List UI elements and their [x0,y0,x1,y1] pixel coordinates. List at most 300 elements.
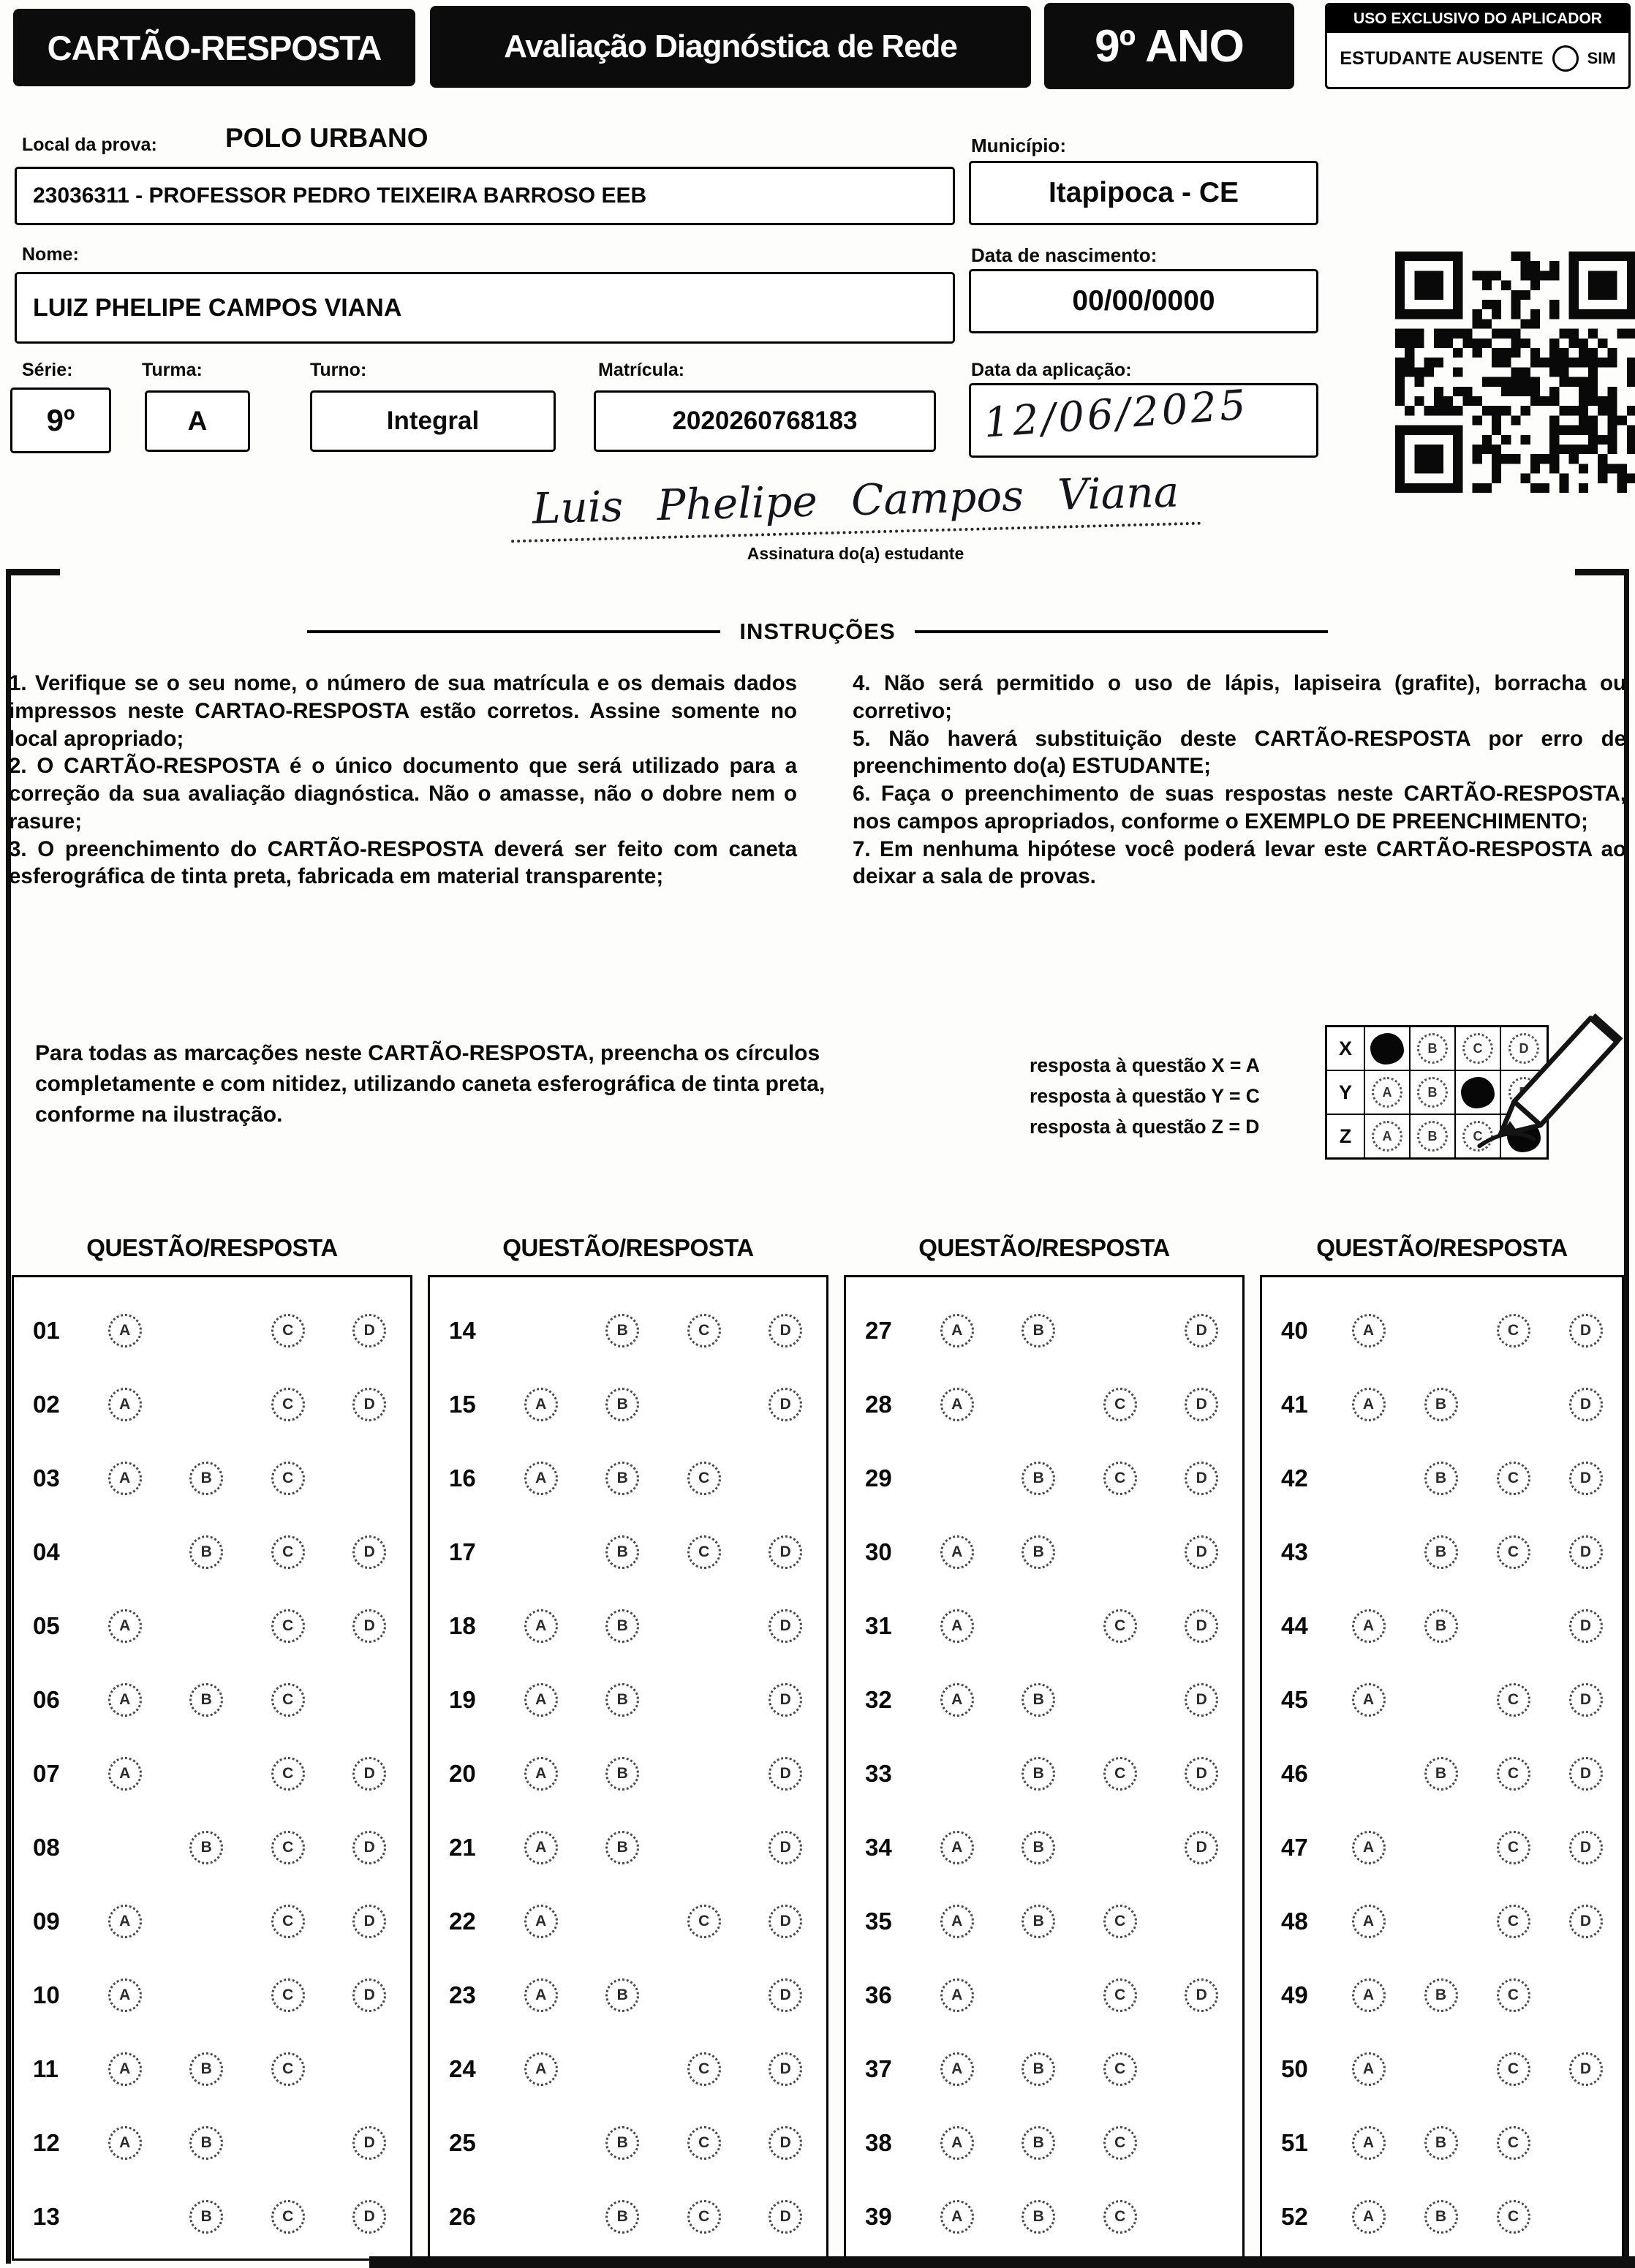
bubble-D: D [1569,1609,1603,1643]
example-bubble-A: A [1372,1077,1402,1108]
bubble-cell [189,2126,223,2160]
bubble-D: D [352,1388,386,1421]
bubble-B: B [189,1535,223,1569]
bubble-A: A [940,2126,974,2160]
bubble-cell [1185,1683,1218,1717]
bubble-B: B [605,1314,639,1347]
bubble-C: C [1497,1535,1530,1569]
question-number: 42 [1281,1464,1308,1492]
bubble-C: C [1497,1462,1530,1495]
bubble-cell [524,1831,558,1864]
bubble-cell [687,1462,721,1495]
bubble-B: B [189,2052,223,2086]
bubble-cell [271,1462,305,1495]
bubble-cell [524,1757,558,1791]
bubble-cell [524,1462,558,1495]
bubble-cell [1569,1757,1603,1791]
bubble-D: D [352,1978,386,2012]
bubble-cell [1497,1462,1530,1495]
instruction-item: 4. Não será permitido o uso de lápis, lapiseira (grafite), borracha ou corretivo; [853,671,1626,723]
bubble-cell [605,1757,639,1791]
bubble-D: D [769,1683,802,1717]
answer-row-09 [14,1884,410,1958]
bubble-B: B [1424,1462,1458,1495]
bubble-D: D [769,1609,802,1643]
bubble-cell [687,1905,721,1938]
bubble-A: A [1352,1388,1386,1421]
nome-field: LUIZ PHELIPE CAMPOS VIANA [15,272,955,344]
bubble-cell [605,1978,639,2012]
bubble-cell [524,1388,558,1421]
bubble-D: D [1569,1462,1603,1495]
answer-row-30 [846,1515,1242,1589]
bubble-cell [1185,1757,1218,1791]
bubble-cell [271,1757,305,1791]
municipio-field: Itapipoca - CE [969,161,1318,225]
frame-right-corner [1575,569,1629,575]
bubble-B: B [605,2126,639,2160]
card-title: CARTÃO-RESPOSTA [13,9,415,86]
bubble-D: D [769,2200,802,2234]
bubble-cell [1424,1978,1458,2012]
bubble-cell [940,1388,974,1421]
question-number: 12 [33,2128,60,2156]
bubble-cell [524,1978,558,2012]
bubble-A: A [524,2052,558,2086]
bubble-cell [1424,1609,1458,1643]
question-number: 03 [33,1464,60,1492]
bubble-cell [1103,1978,1137,2012]
bubble-D: D [769,1535,802,1569]
answer-row-06 [14,1663,410,1736]
bubble-C: C [1103,1905,1137,1938]
bubble-B: B [1022,1462,1055,1495]
bubble-cell [687,1535,721,1569]
bubble-cell [1103,2126,1137,2160]
divider-line [307,630,720,633]
answer-row-13 [14,2180,410,2253]
bubble-cell [1352,2052,1386,2086]
answer-row-11 [14,2032,410,2106]
bubble-D: D [1185,1535,1218,1569]
bubble-A: A [524,1683,558,1717]
bubble-D: D [769,1978,802,2012]
bubble-D: D [352,1535,386,1569]
example-bubble-B: B [1417,1033,1448,1064]
bubble-D: D [769,1831,802,1864]
question-number: 01 [33,1316,60,1344]
bubble-B: B [605,1683,639,1717]
bubble-cell [108,1462,142,1495]
question-number: 39 [865,2202,892,2230]
bubble-B: B [1424,1609,1458,1643]
bubble-cell [352,1757,386,1791]
bubble-cell [1352,1609,1386,1643]
bubble-A: A [1352,2200,1386,2234]
bubble-B: B [1022,2052,1055,2086]
bubble-D: D [352,1905,386,1938]
bubble-D: D [1569,1757,1603,1791]
bubble-B: B [1424,1535,1458,1569]
bubble-cell [1497,1978,1530,2012]
question-number: 21 [449,1833,476,1861]
answer-row-52 [1262,2180,1622,2253]
absent-bubble-icon [1552,45,1579,72]
example-bubble-A: A [1372,1121,1402,1152]
answer-row-08 [14,1810,410,1884]
nome-label: Nome: [22,244,79,265]
municipio-label: Município: [971,135,1066,156]
answer-row-43 [1262,1515,1622,1589]
answer-row-50 [1262,2032,1622,2106]
bubble-A: A [108,1314,142,1347]
bubble-cell [1022,1462,1055,1495]
example-bubble-cell [1411,1027,1456,1071]
bubble-cell [1497,1905,1530,1938]
answer-row-35 [846,1884,1242,1958]
answer-row-37 [846,2032,1242,2106]
answer-row-49 [1262,1958,1622,2032]
example-bubble-cell [1365,1027,1411,1071]
bubble-B: B [1022,1535,1055,1569]
bubble-A: A [1352,1831,1386,1864]
bubble-cell [1352,1683,1386,1717]
bubble-A: A [524,1978,558,2012]
signature-caption: Assinatura do(a) estudante [747,544,964,563]
question-number: 32 [865,1685,892,1713]
bubble-C: C [687,1535,721,1569]
bubble-cell [271,2052,305,2086]
frame-left-corner [6,569,60,575]
question-number: 28 [865,1390,892,1418]
answer-row-41 [1262,1367,1622,1441]
example-bubble-cell [1411,1115,1456,1157]
question-number: 04 [33,1538,60,1565]
student-absent-row [1327,33,1628,84]
bubble-cell [189,1683,223,1717]
bubble-C: C [1497,2200,1530,2234]
bubble-cell [605,1462,639,1495]
bubble-cell [189,1831,223,1864]
question-number: 37 [865,2055,892,2082]
bubble-B: B [1022,2126,1055,2160]
bubble-cell [605,1535,639,1569]
bubble-B: B [189,1462,223,1495]
nascimento-label: Data de nascimento: [971,244,1158,266]
question-number: 24 [449,2055,476,2082]
bubble-cell [1569,1462,1603,1495]
bubble-C: C [1103,2200,1137,2234]
example-bubble-cell [1365,1071,1411,1115]
bubble-C: C [271,1535,305,1569]
bubble-A: A [940,2052,974,2086]
bubble-C: C [1497,1905,1530,1938]
bubble-cell [524,2052,558,2086]
bubble-cell [1103,1757,1137,1791]
instruction-item: 5. Não haverá substituição deste CARTÃO-RESPOSTA por erro de preenchimento do(a) ESTUDANTE; [853,726,1626,779]
bubble-A: A [1352,2126,1386,2160]
bubble-cell [940,2200,974,2234]
answer-row-38 [846,2106,1242,2180]
bubble-cell [1497,1831,1530,1864]
nascimento-field: 00/00/0000 [969,269,1318,333]
answer-row-26 [430,2180,826,2253]
bubble-cell [108,1978,142,2012]
answers-column-header-4: QUESTÃO/RESPOSTA [1316,1234,1568,1261]
bubble-C: C [1103,1388,1137,1421]
bubble-B: B [605,2200,639,2234]
bubble-D: D [1569,1905,1603,1938]
bubble-C: C [1497,1757,1530,1791]
answer-row-10 [14,1958,410,2032]
question-number: 29 [865,1464,892,1492]
bubble-cell [1569,2052,1603,2086]
example-row-label [1327,1071,1365,1115]
bubble-A: A [940,1388,974,1421]
answer-row-46 [1262,1736,1622,1810]
question-number: 33 [865,1759,892,1787]
bubble-C: C [1103,2126,1137,2160]
answer-row-24 [430,2032,826,2106]
bubble-B: B [1424,2126,1458,2160]
bubble-A: A [940,2200,974,2234]
applicator-box [1325,3,1631,89]
bubble-cell [352,2126,386,2160]
question-number: 16 [449,1464,476,1492]
bubble-cell [1352,1388,1386,1421]
question-number: 40 [1281,1316,1308,1344]
bubble-cell [1103,1462,1137,1495]
bubble-cell [108,2126,142,2160]
answer-row-07 [14,1736,410,1810]
example-bubble-D: D [1508,1033,1539,1064]
question-number: 09 [33,1907,60,1935]
example-caption-x: resposta à questão X = A [1030,1054,1260,1076]
bubble-C: C [1103,1462,1137,1495]
bubble-A: A [108,1978,142,2012]
bubble-cell [1022,1831,1055,1864]
bubble-cell [271,1535,305,1569]
bubble-cell [1103,1905,1137,1938]
bubble-cell [1185,1388,1218,1421]
bubble-cell [1185,1462,1218,1495]
bubble-cell [271,1388,305,1421]
answer-row-18 [430,1589,826,1663]
bubble-cell [1185,1978,1218,2012]
turma-field: A [145,390,250,452]
bubble-cell [687,2052,721,2086]
bubble-B: B [605,1831,639,1864]
applicator-box-title: USO EXCLUSIVO DO APLICADOR [1327,5,1628,33]
student-absent-label: ESTUDANTE AUSENTE [1340,48,1544,69]
bubble-cell [1352,1905,1386,1938]
bubble-cell [769,1683,802,1717]
question-number: 43 [1281,1538,1308,1565]
answer-row-15 [430,1367,826,1441]
instruction-item: 1. Verifique se o seu nome, o número de sua matrícula e os demais dados impressos neste CARTAO-RESPOSTA estão corretos. Assine somente no local apropriado; [9,671,797,751]
bubble-B: B [605,1462,639,1495]
bubble-D: D [352,2200,386,2234]
bubble-cell [1569,1683,1603,1717]
question-number: 08 [33,1833,60,1861]
bubble-D: D [1185,1683,1218,1717]
serie-field: 9º [10,388,111,453]
bubble-C: C [687,2126,721,2160]
bubble-D: D [352,1609,386,1643]
qr-code [1395,252,1635,493]
bubble-C: C [271,1609,305,1643]
answer-row-05 [14,1589,410,1663]
bubble-cell [352,1609,386,1643]
question-number: 48 [1281,1907,1308,1935]
question-number: 41 [1281,1390,1308,1418]
answers-column-3 [844,1275,1245,2261]
fill-instructions-note: Para todas as marcações neste CARTÃO-RESPOSTA, preencha os círculos completamente e com nitidez, utilizando caneta esferográfica de tinta preta, conforme na ilustração. [35,1041,826,1127]
bubble-cell [108,1757,142,1791]
bubble-cell [108,1905,142,1938]
question-number: 17 [449,1538,476,1565]
grade-badge: 9º ANO [1044,3,1294,89]
bubble-cell [1497,1535,1530,1569]
bubble-C: C [271,1757,305,1791]
student-signature: Luis Phelipe Campos Viana [510,466,1201,543]
bubble-C: C [1497,2052,1530,2086]
example-row-label [1327,1115,1365,1157]
bubble-cell [1022,1535,1055,1569]
question-number: 19 [449,1685,476,1713]
bubble-B: B [1424,1978,1458,2012]
bubble-cell [769,1314,802,1347]
question-number: 36 [865,1981,892,2008]
bubble-A: A [108,2052,142,2086]
question-number: 23 [449,1981,476,2008]
bubble-B: B [605,1535,639,1569]
bubble-D: D [1185,1609,1218,1643]
example-bubble-cell [1365,1115,1411,1157]
bubble-cell [1103,1388,1137,1421]
bubble-cell [1022,1314,1055,1347]
bubble-cell [940,1314,974,1347]
bubble-D: D [1185,1388,1218,1421]
bubble-A: A [1352,1683,1386,1717]
answer-row-22 [430,1884,826,1958]
bubble-D: D [1569,1314,1603,1347]
answers-column-4 [1260,1275,1624,2261]
bubble-A: A [1352,1609,1386,1643]
bubble-cell [940,1683,974,1717]
bubble-cell [1185,1535,1218,1569]
example-row-label-text: Z [1339,1124,1352,1147]
answer-row-45 [1262,1663,1622,1736]
question-number: 25 [449,2128,476,2156]
bubble-B: B [189,2200,223,2234]
pencil-icon [1468,999,1635,1165]
bubble-D: D [1185,1462,1218,1495]
matricula-label: Matrícula: [598,360,685,380]
instruction-item: 7. Em nenhuma hipótese você poderá levar este CARTÃO-RESPOSTA ao deixar a sala de provas. [853,836,1626,889]
bubble-D: D [1569,1831,1603,1864]
example-bubble-B: B [1417,1077,1448,1108]
question-number: 18 [449,1611,476,1639]
bubble-cell [1569,1831,1603,1864]
answers-column-1 [12,1275,412,2261]
bubble-B: B [1022,1757,1055,1791]
example-row-label-text: X [1338,1037,1352,1059]
bubble-D: D [1569,1683,1603,1717]
bubble-cell [1022,2052,1055,2086]
bubble-B: B [605,1388,639,1421]
question-number: 51 [1281,2128,1308,2156]
answer-row-16 [430,1441,826,1515]
signature-area [468,466,1243,534]
bubble-B: B [1424,1757,1458,1791]
bubble-cell [1352,1314,1386,1347]
bubble-B: B [189,1831,223,1864]
question-number: 50 [1281,2055,1308,2082]
bubble-A: A [524,1609,558,1643]
turno-field: Integral [310,390,556,452]
bubble-B: B [1022,1683,1055,1717]
bubble-cell [1352,1831,1386,1864]
bubble-cell [1424,1535,1458,1569]
bubble-cell [524,1683,558,1717]
bubble-A: A [524,1388,558,1421]
question-number: 34 [865,1833,892,1861]
bubble-cell [1022,1683,1055,1717]
instruction-item: 2. O CARTÃO-RESPOSTA é o único documento que será utilizado para a correção da sua avaliação diagnóstica. Não o amasse, não o dobre nem o rasure; [9,754,797,834]
bubble-B: B [189,1683,223,1717]
bubble-A: A [108,1905,142,1938]
bubble-C: C [1497,1683,1530,1717]
bubble-cell [605,1683,639,1717]
bubble-cell [769,1535,802,1569]
bubble-cell [1103,1609,1137,1643]
answer-row-02 [14,1367,410,1441]
question-number: 45 [1281,1685,1308,1713]
answer-row-01 [14,1293,410,1367]
answer-row-27 [846,1293,1242,1367]
bubble-C: C [1103,1609,1137,1643]
bubble-cell [1103,2052,1137,2086]
bubble-cell [1569,1609,1603,1643]
example-bubble-B: B [1417,1121,1448,1152]
bubble-cell [1424,2200,1458,2234]
instruction-item: 3. O preenchimento do CARTÃO-RESPOSTA deverá ser feito com caneta esferográfica de tinta preta, fabricada em material transparente; [9,836,797,889]
bubble-cell [1424,2126,1458,2160]
bubble-cell [687,2200,721,2234]
question-number: 31 [865,1611,892,1639]
example-bubble-C: C [1462,1033,1493,1064]
bubble-cell [1022,1905,1055,1938]
bubble-cell [605,1388,639,1421]
bubble-C: C [1497,1831,1530,1864]
answer-row-31 [846,1589,1242,1663]
example-filled-bubble-A [1370,1033,1404,1065]
answer-row-40 [1262,1293,1622,1367]
instructions-body [9,670,1626,891]
bubble-cell [352,1535,386,1569]
instructions-right-column [853,670,1626,891]
bubble-cell [1185,1609,1218,1643]
answers-column-header-3: QUESTÃO/RESPOSTA [918,1234,1170,1261]
bubble-A: A [1352,1978,1386,2012]
instruction-item: 6. Faça o preenchimento de suas respostas neste CARTÃO-RESPOSTA, nos campos apropriados, conforme o EXEMPLO DE PREENCHIMENTO; [853,782,1626,834]
bubble-cell [1022,2126,1055,2160]
bubble-cell [1497,1683,1530,1717]
bubble-cell [1022,1757,1055,1791]
answer-row-29 [846,1441,1242,1515]
local-label: Local da prova: [22,135,157,155]
